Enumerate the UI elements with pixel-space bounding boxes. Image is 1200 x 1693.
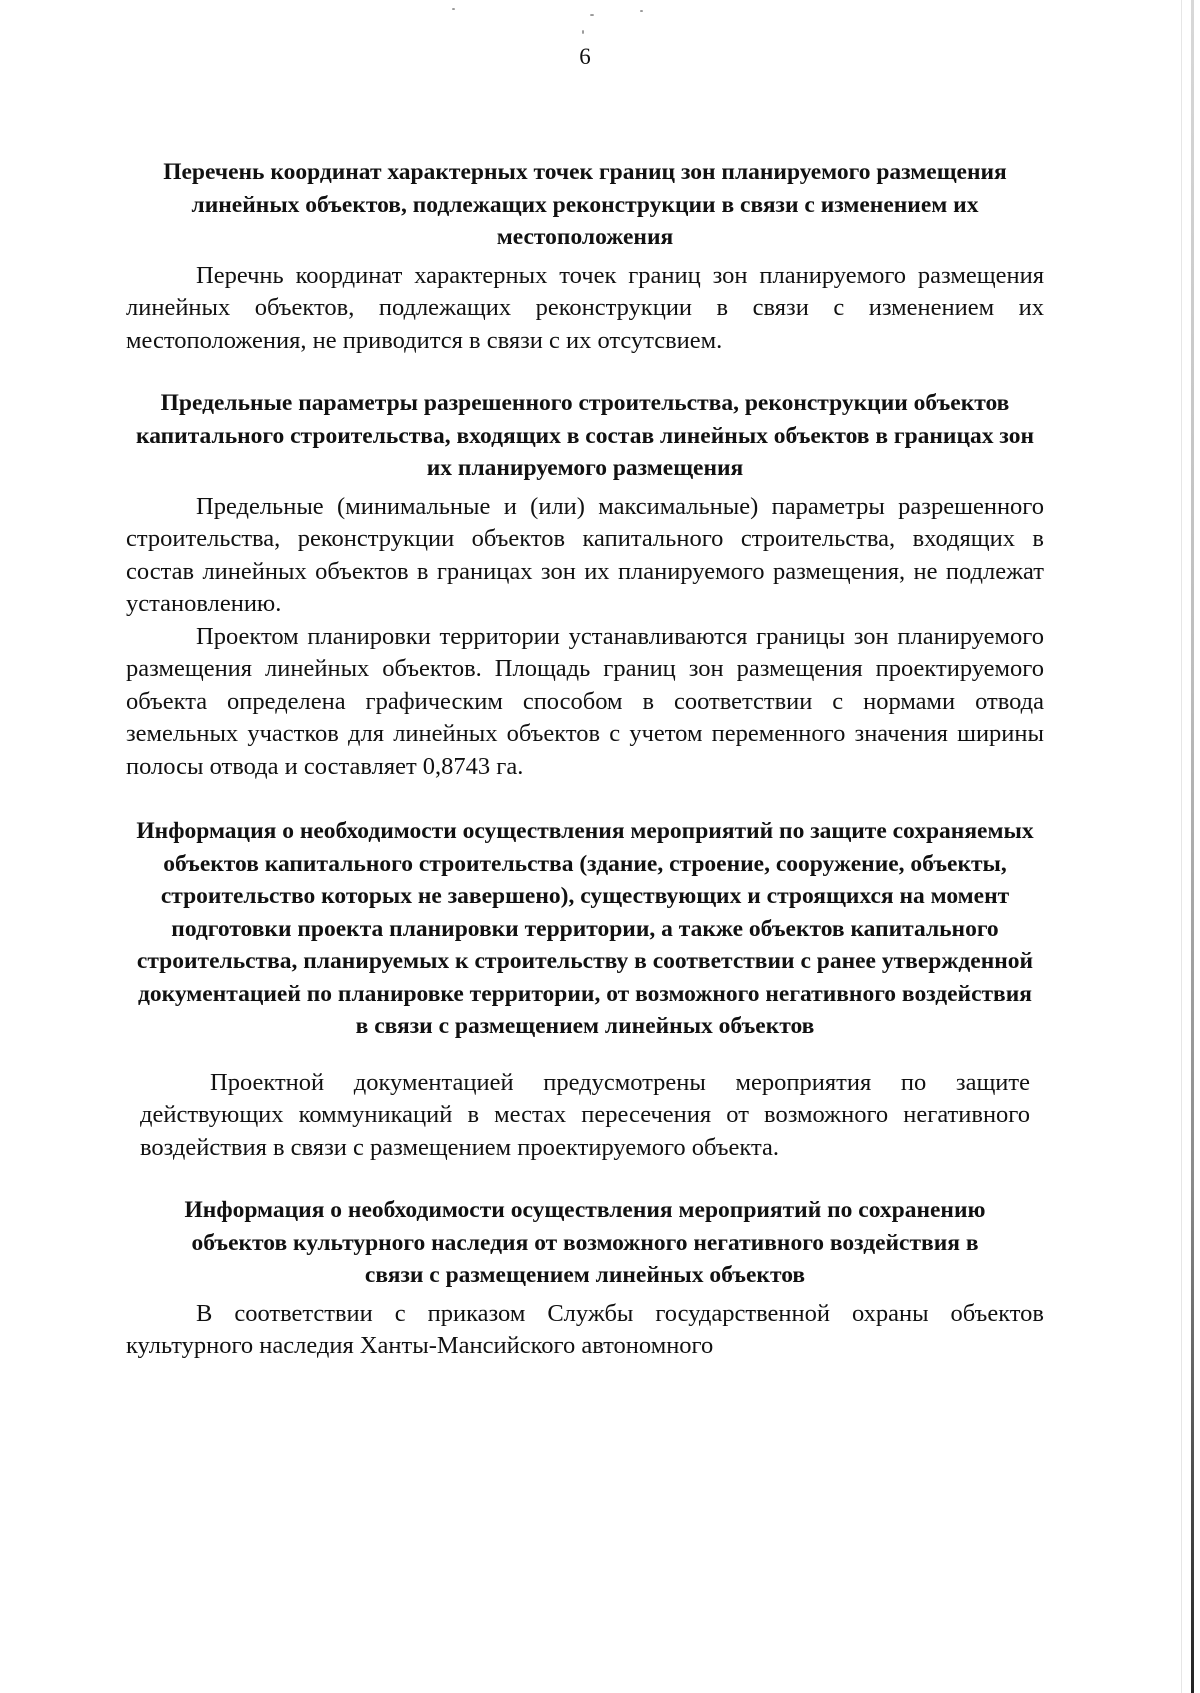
scan-speck [452,8,455,10]
section-title-coordinates: Перечень координат характерных точек границ зон планируемого размещения линейных объектов, подлежащих реконструкции в связи с изменением их местоположения [163,159,1007,250]
paragraph-coordinates: Перечнь координат характерных точек границ зон планируемого размещения линейных объектов, подлежащих реконструкции в связи с изменением их местоположения, не приводится в связи с их отсутсвием. [126,261,1044,354]
paragraph-protection-measures: Проектной документацией предусмотрены мероприятия по защите действующих коммуникаций в местах пересечения от возможного негативного воздействия в связи с размещением проектируемого объекта. [140,1068,1030,1161]
paragraph-cultural-heritage: В соответствии с приказом Службы государственной охраны объектов культурного наследия Ханты-Мансийского автономного [126,1299,1044,1359]
document-body [126,156,1044,1363]
section-title-parameters: Предельные параметры разрешенного строительства, реконструкции объектов капитального строительства, входящих в состав линейных объектов в границах зон их планируемого размещения [136,390,1034,481]
section-title-cultural-heritage: Информация о необходимости осуществления мероприятий по сохранению объектов культурного наследия от возможного негативного воздействия в связи с размещением линейных объектов [184,1197,986,1288]
paragraph-parameters-area: Проектом планировки территории устанавливаются границы зон планируемого размещения линейных объектов. Площадь границ зон размещения проектируемого объекта определена графическим способом в соответствии с нормами отвода земельных участков для линейных объектов с учетом переменного значения ширины полосы отвода и составляет 0,8743 га. [126,622,1044,780]
scan-edge [1191,0,1194,1693]
section-title-protection-measures: Информация о необходимости осуществления мероприятий по защите сохраняемых объектов капитального строительства (здание, строение, сооружение, объекты, строительство которых не завершено), существующих и строящихся на момент подготовки проекта планировки территории, а также объектов капитального строительства, планируемых к строительству в соответствии с ранее утвержденной документацией по планировке территории, от возможного негативного воздействия в связи с размещением линейных объектов [136,818,1034,1039]
page-number: 6 [579,44,591,69]
scan-speck [582,30,584,34]
paragraph-parameters-limits: Предельные (минимальные и (или) максимальные) параметры разрешенного строительства, реконструкции объектов капитального строительства, входящих в состав линейных объектов в границах зон их планируемого размещения, не подлежат установлению. [126,492,1044,617]
scan-speck [640,10,643,12]
scan-speck [590,14,594,16]
scan-edge-shadow [1181,0,1182,1693]
